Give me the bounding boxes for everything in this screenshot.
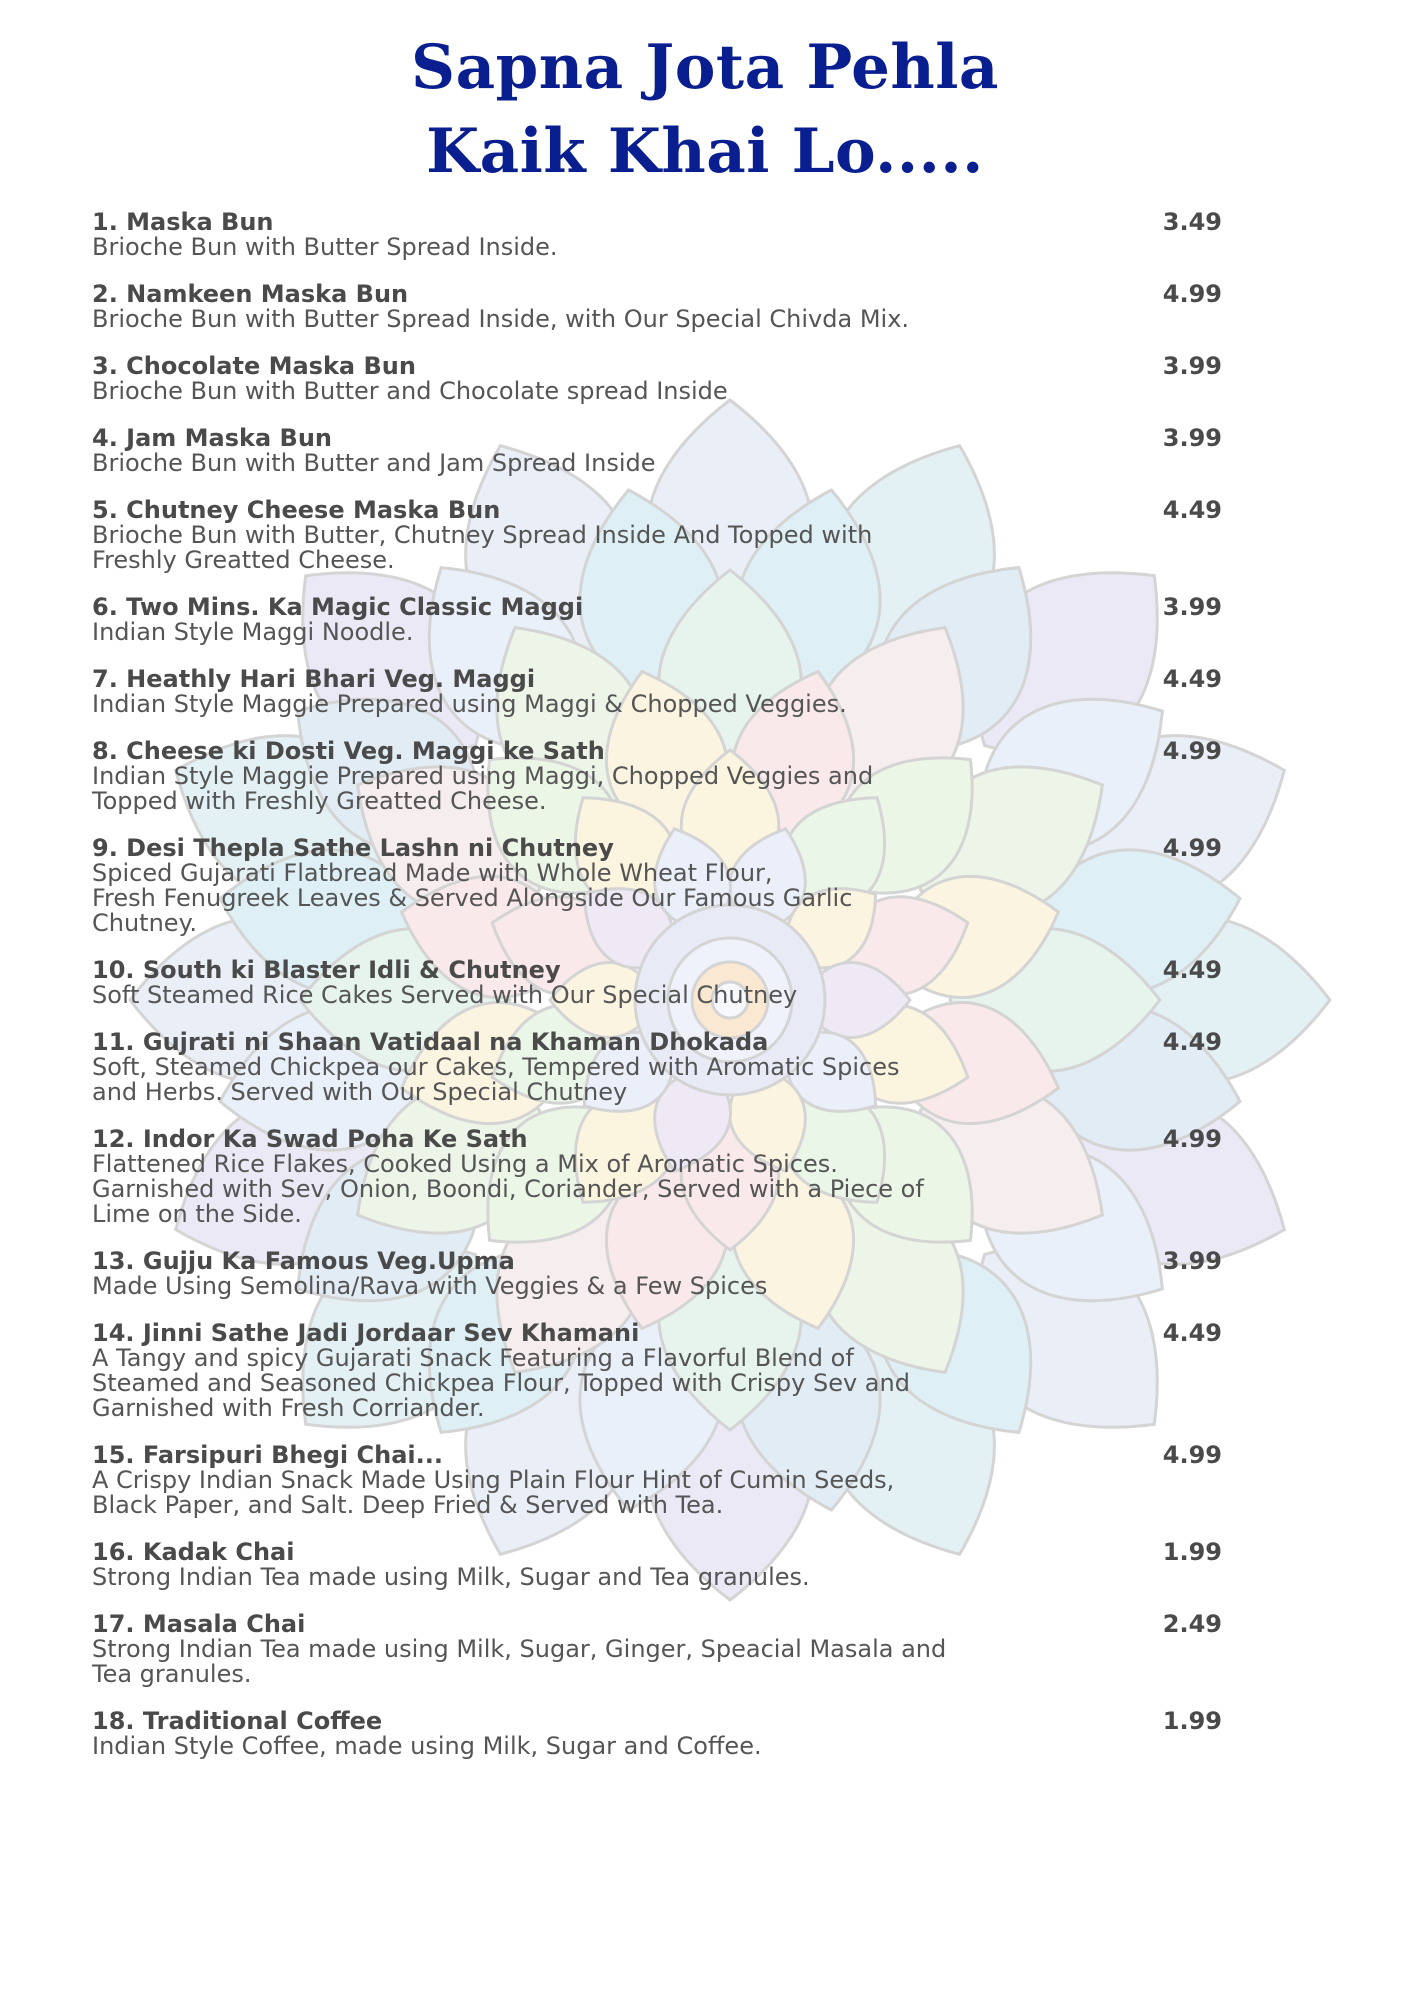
title-line-1: Sapna Jota Pehla xyxy=(411,32,999,103)
menu-item xyxy=(92,595,1242,645)
menu-item-description: Indian Style Coffee, made using Milk, Sugar and Coffee. xyxy=(92,1732,762,1760)
menu-item-description: Strong Indian Tea made using Milk, Sugar and Tea granules. xyxy=(92,1563,810,1591)
page-title xyxy=(0,26,1410,194)
menu-item xyxy=(92,282,1242,332)
menu-item-description: A Tangy and spicy Gujarati Snack Featuring a Flavorful Blend of Steamed and Seasoned Chickpea Flour, Topped with Crispy Sev and Garnished with Fresh Corriander. xyxy=(92,1344,910,1422)
menu-item-price: 4.99 xyxy=(1162,834,1222,862)
menu-item xyxy=(92,210,1242,260)
menu-item-price: 3.99 xyxy=(1162,1247,1222,1275)
menu-item-price: 3.99 xyxy=(1162,424,1222,452)
menu-item-price: 3.99 xyxy=(1162,352,1222,380)
menu-item xyxy=(92,1443,1242,1518)
menu-item-description: Soft, Steamed Chickpea our Cakes, Tempered with Aromatic Spices and Herbs. Served with Our Special Chutney xyxy=(92,1053,900,1106)
menu-item xyxy=(92,498,1242,573)
menu-item-description: Brioche Bun with Butter and Jam Spread Inside xyxy=(92,449,656,477)
menu-item-description: Brioche Bun with Butter and Chocolate spread Inside xyxy=(92,377,728,405)
menu-item-name: 2. Namkeen Maska Bun xyxy=(92,280,409,308)
menu-item-name: 4. Jam Maska Bun xyxy=(92,424,332,452)
menu-item-name: 11. Gujrati ni Shaan Vatidaal na Khaman Dhokada xyxy=(92,1028,769,1056)
menu-item-price: 4.99 xyxy=(1162,1125,1222,1153)
menu-item xyxy=(92,958,1242,1008)
menu-item-name: 10. South ki Blaster Idli & Chutney xyxy=(92,956,561,984)
menu-list xyxy=(92,210,1242,1781)
menu-item-description: Indian Style Maggie Prepared using Maggi & Chopped Veggies. xyxy=(92,690,847,718)
menu-item-name: 3. Chocolate Maska Bun xyxy=(92,352,416,380)
menu-item-price: 4.49 xyxy=(1162,496,1222,524)
menu-item-name: 14. Jinni Sathe Jadi Jordaar Sev Khamani xyxy=(92,1319,640,1347)
menu-item-price: 4.99 xyxy=(1162,1441,1222,1469)
menu-item-price: 4.49 xyxy=(1162,1028,1222,1056)
menu-item xyxy=(92,667,1242,717)
menu-item xyxy=(92,836,1242,936)
menu-item-price: 4.49 xyxy=(1162,956,1222,984)
menu-item-description: Made Using Semolina/Rava with Veggies & a Few Spices xyxy=(92,1272,768,1300)
menu-item xyxy=(92,1540,1242,1590)
menu-item-price: 1.99 xyxy=(1162,1538,1222,1566)
menu-item-name: 6. Two Mins. Ka Magic Classic Maggi xyxy=(92,593,584,621)
menu-item-name: 13. Gujju Ka Famous Veg.Upma xyxy=(92,1247,515,1275)
menu-item-description: Brioche Bun with Butter, Chutney Spread Inside And Topped with Freshly Greatted Cheese. xyxy=(92,521,873,574)
menu-item-description: Flattened Rice Flakes, Cooked Using a Mix of Aromatic Spices. Garnished with Sev, Onion, Boondi, Coriander, Served with a Piece of Lime on the Side. xyxy=(92,1150,924,1228)
menu-item xyxy=(92,739,1242,814)
menu-item-description: Spiced Gujarati Flatbread Made with Whole Wheat Flour, Fresh Fenugreek Leaves & Served Alongside Our Famous Garlic Chutney. xyxy=(92,859,853,937)
menu-item-name: 18. Traditional Coffee xyxy=(92,1707,383,1735)
title-line-2: Kaik Khai Lo..... xyxy=(426,116,984,187)
menu-item-name: 7. Heathly Hari Bhari Veg. Maggi xyxy=(92,665,536,693)
menu-item-price: 4.99 xyxy=(1162,280,1222,308)
menu-item xyxy=(92,1612,1242,1687)
menu-item-name: 1. Maska Bun xyxy=(92,208,274,236)
menu-item xyxy=(92,1321,1242,1421)
menu-item-price: 4.49 xyxy=(1162,1319,1222,1347)
menu-item-name: 16. Kadak Chai xyxy=(92,1538,295,1566)
menu-item xyxy=(92,1249,1242,1299)
menu-item xyxy=(92,426,1242,476)
menu-item xyxy=(92,1030,1242,1105)
menu-item-price: 2.49 xyxy=(1162,1610,1222,1638)
menu-item-price: 4.49 xyxy=(1162,665,1222,693)
menu-item-description: A Crispy Indian Snack Made Using Plain Flour Hint of Cumin Seeds, Black Paper, and Salt. Deep Fried & Served with Tea. xyxy=(92,1466,895,1519)
menu-item-price: 3.99 xyxy=(1162,593,1222,621)
menu-item xyxy=(92,1709,1242,1759)
menu-item-name: 15. Farsipuri Bhegi Chai... xyxy=(92,1441,443,1469)
menu-item-price: 4.99 xyxy=(1162,737,1222,765)
menu-item-name: 9. Desi Thepla Sathe Lashn ni Chutney xyxy=(92,834,614,862)
menu-item xyxy=(92,354,1242,404)
menu-item-description: Indian Style Maggie Prepared using Maggi, Chopped Veggies and Topped with Freshly Greatted Cheese. xyxy=(92,762,874,815)
menu-item-description: Brioche Bun with Butter Spread Inside, with Our Special Chivda Mix. xyxy=(92,305,910,333)
menu-item-price: 1.99 xyxy=(1162,1707,1222,1735)
menu-item xyxy=(92,1127,1242,1227)
menu-item-name: 12. Indor Ka Swad Poha Ke Sath xyxy=(92,1125,528,1153)
menu-item-description: Brioche Bun with Butter Spread Inside. xyxy=(92,233,558,261)
menu-item-name: 5. Chutney Cheese Maska Bun xyxy=(92,496,501,524)
menu-item-description: Strong Indian Tea made using Milk, Sugar, Ginger, Speacial Masala and Tea granules. xyxy=(92,1635,947,1688)
menu-item-description: Soft Steamed Rice Cakes Served with Our Special Chutney xyxy=(92,981,798,1009)
menu-item-price: 3.49 xyxy=(1162,208,1222,236)
menu-item-description: Indian Style Maggi Noodle. xyxy=(92,618,414,646)
menu-item-name: 17. Masala Chai xyxy=(92,1610,306,1638)
menu-item-name: 8. Cheese ki Dosti Veg. Maggi ke Sath xyxy=(92,737,605,765)
